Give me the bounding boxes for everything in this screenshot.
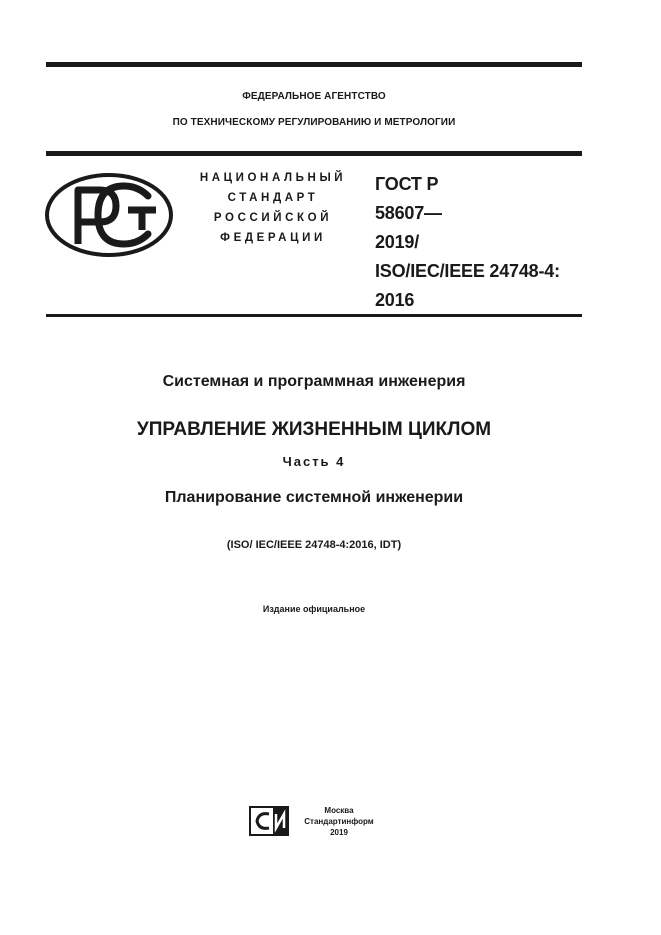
national-line4: ФЕДЕРАЦИИ xyxy=(220,232,326,244)
designation-line5: 2016 xyxy=(375,290,415,310)
designation-line4: ISO/IEC/IEEE 24748-4: xyxy=(375,261,560,281)
imprint xyxy=(293,805,385,838)
gost-emblem-logo xyxy=(44,172,174,258)
top-rule xyxy=(46,62,582,67)
document-title: УПРАВЛЕНИЕ ЖИЗНЕННЫМ ЦИКЛОМ xyxy=(136,419,492,440)
imprint-publisher: Стандартинформ xyxy=(304,817,374,826)
iso-reference: (ISO/ IEC/IEEE 24748-4:2016, IDT) xyxy=(226,539,402,551)
part-number: Часть 4 xyxy=(282,454,346,469)
bottom-rule xyxy=(46,314,582,317)
designation-line2: 58607— xyxy=(375,203,442,223)
national-line2: СТАНДАРТ xyxy=(227,192,319,204)
national-line3: РОССИЙСКОЙ xyxy=(213,212,333,224)
middle-rule xyxy=(46,151,582,156)
agency-name-line1: ФЕДЕРАЛЬНОЕ АГЕНТСТВО xyxy=(242,91,386,102)
document-subtitle: Системная и программная инженерия xyxy=(162,373,466,390)
part-title: Планирование системной инженерии xyxy=(164,489,464,506)
imprint-year: 2019 xyxy=(330,828,348,837)
designation-line1: ГОСТ Р xyxy=(375,174,439,194)
designation-line3: 2019/ xyxy=(375,232,420,252)
national-line1: НАЦИОНАЛЬНЫЙ xyxy=(199,172,347,184)
imprint-city: Москва xyxy=(324,806,354,815)
publisher-logo xyxy=(249,806,289,836)
standard-designation xyxy=(375,170,560,315)
edition-note: Издание официальное xyxy=(262,604,366,614)
agency-name-line2: ПО ТЕХНИЧЕСКОМУ РЕГУЛИРОВАНИЮ И МЕТРОЛОГИИ xyxy=(172,117,456,128)
